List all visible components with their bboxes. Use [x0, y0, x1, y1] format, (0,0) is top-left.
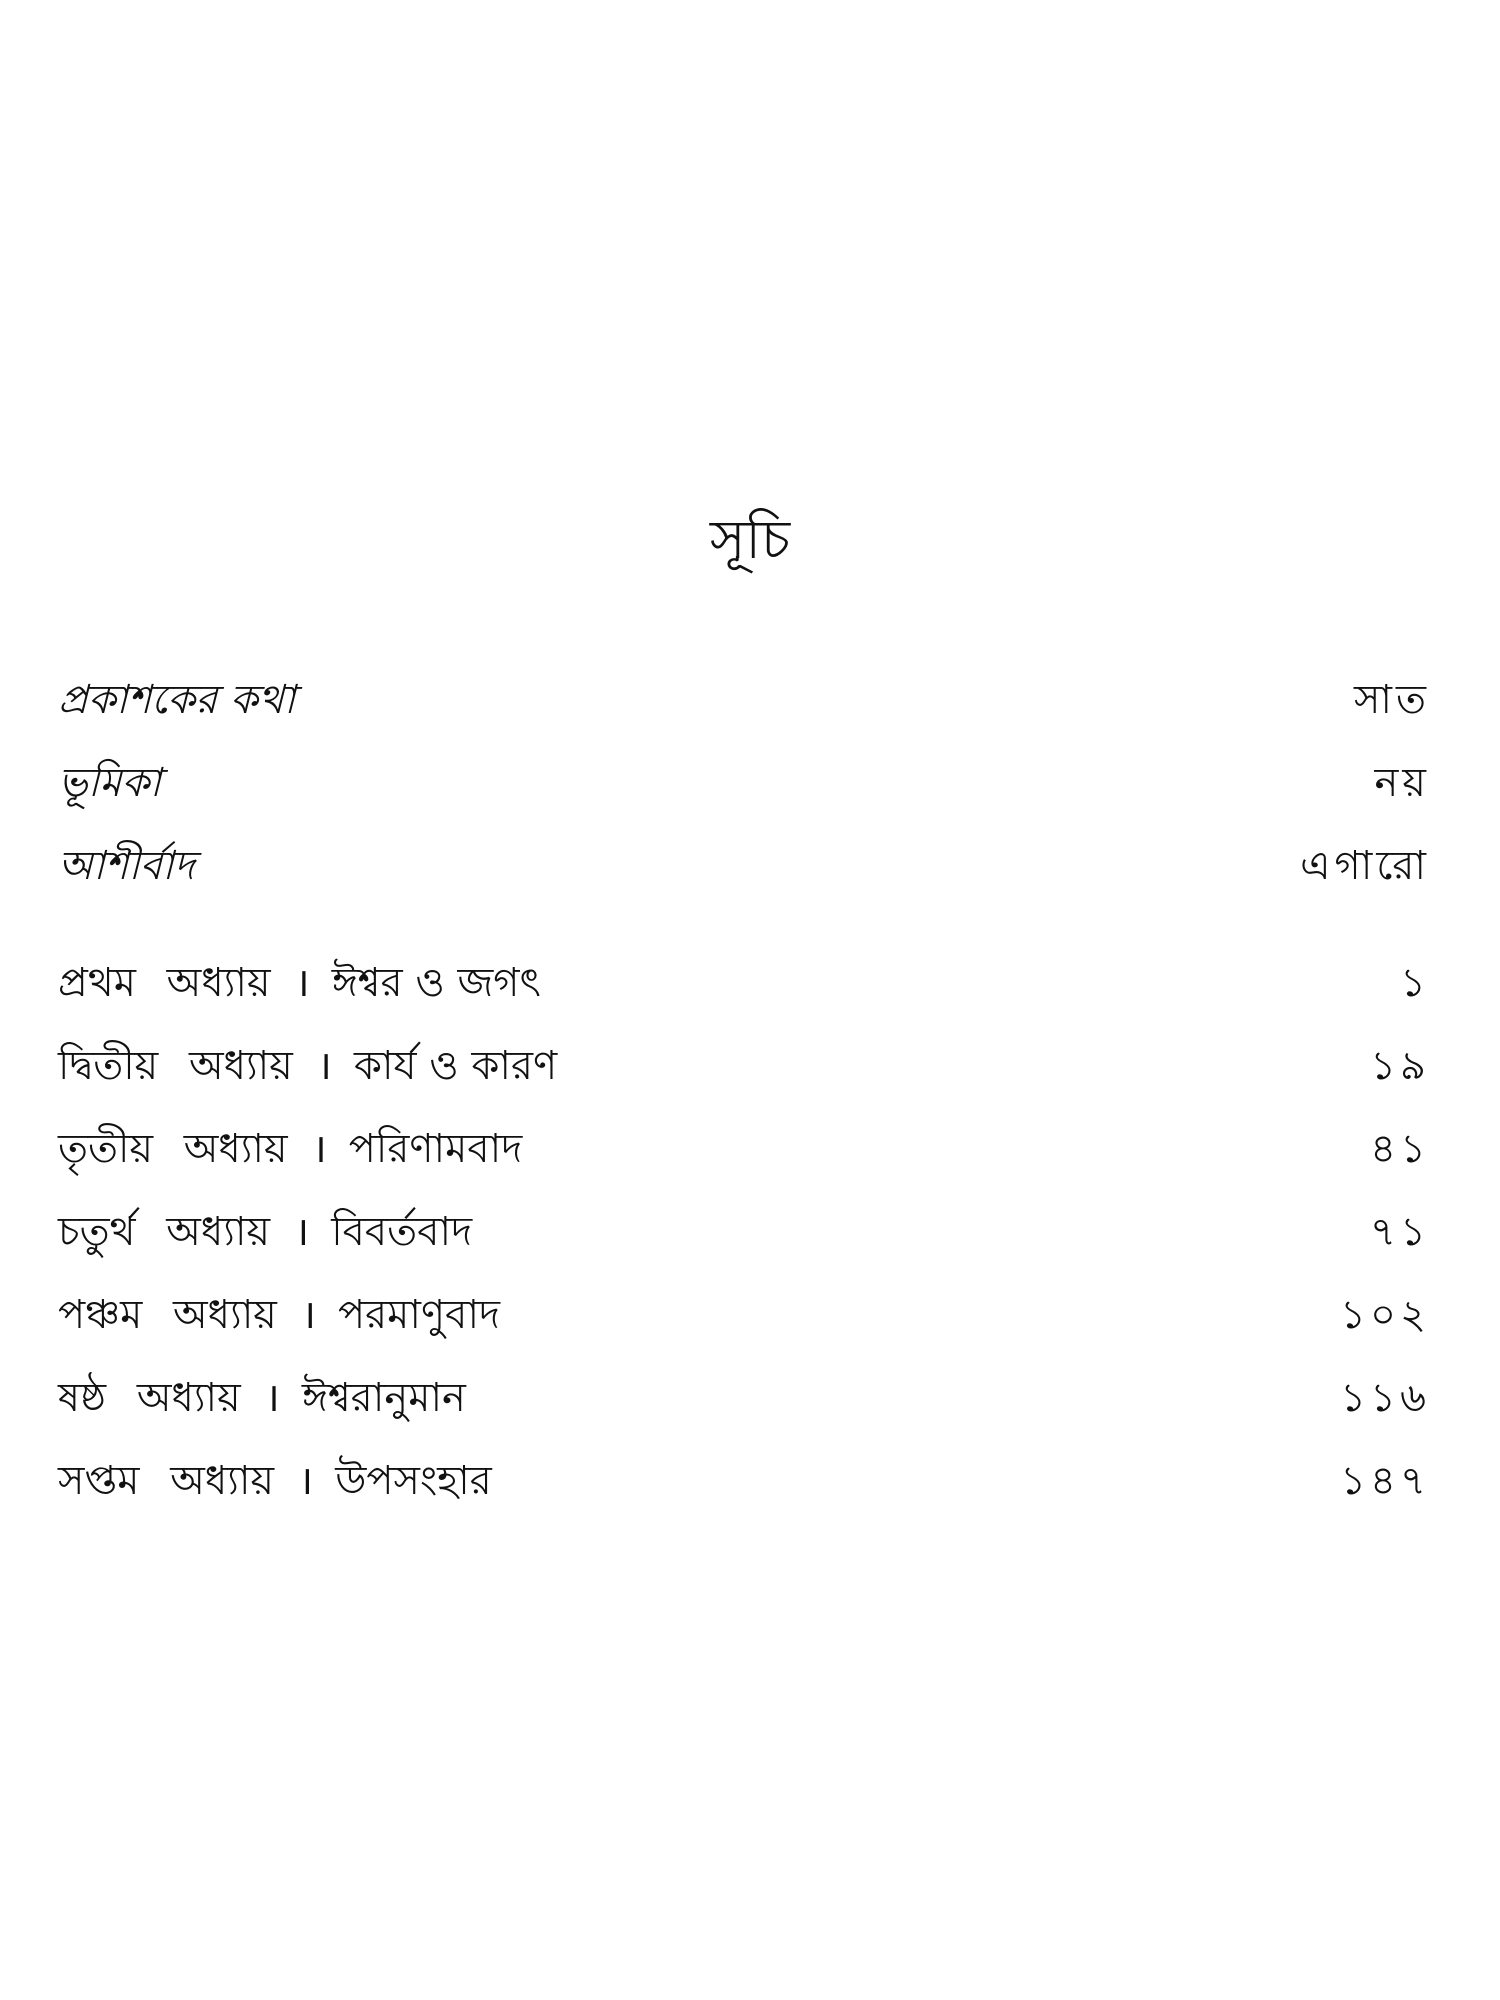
- chapter-name: ঈশ্বর ও জগৎ: [331, 960, 541, 1006]
- separator: ।: [264, 1375, 280, 1421]
- toc-entry-chapter-3[interactable]: [58, 1119, 1430, 1179]
- separator: ।: [298, 1458, 314, 1504]
- toc-page-number: ১১৬: [1340, 1375, 1430, 1421]
- toc-page-number: ১: [1400, 960, 1430, 1006]
- toc-entry-chapter-6[interactable]: [58, 1368, 1430, 1428]
- toc-entry-title: [58, 1368, 466, 1428]
- separator: ।: [294, 960, 310, 1006]
- toc-entry-title: ভূমিকা: [58, 760, 162, 806]
- separator: ।: [316, 1043, 332, 1089]
- toc-page-number: ১৯: [1370, 1043, 1430, 1089]
- chapter-label: দ্বিতীয় অধ্যায়: [58, 1043, 293, 1089]
- toc-entry-blessing[interactable]: [58, 836, 1430, 896]
- chapter-name: পরমাণুবাদ: [338, 1292, 501, 1338]
- toc-page-number: সাত: [1353, 677, 1430, 723]
- toc-page-number: ৪১: [1370, 1126, 1430, 1172]
- chapter-label: প্রথম অধ্যায়: [58, 960, 271, 1006]
- chapter-name: ঈশ্বরানুমান: [301, 1375, 466, 1421]
- chapter-label: তৃতীয় অধ্যায়: [58, 1126, 288, 1172]
- toc-entry-title: [58, 1036, 557, 1096]
- chapter-name: পরিণামবাদ: [348, 1126, 523, 1172]
- chapter-label: পঞ্চম অধ্যায়: [58, 1292, 277, 1338]
- toc-entry-title: [58, 1451, 492, 1511]
- chapter-name: উপসংহার: [335, 1458, 492, 1504]
- chapter-label: চতুর্থ অধ্যায়: [58, 1209, 271, 1255]
- toc-entry-title: [58, 1202, 472, 1262]
- toc-entry-title: [58, 953, 541, 1013]
- toc-entry-preface[interactable]: [58, 753, 1430, 813]
- toc-entry-title: আশীর্বাদ: [58, 843, 195, 889]
- toc-page-number: এগারো: [1300, 843, 1430, 889]
- toc-entry-title: [58, 1285, 500, 1345]
- toc-entry-title: প্রকাশকের কথা: [58, 677, 296, 723]
- toc-entry-chapter-2[interactable]: [58, 1036, 1430, 1096]
- toc-entry-chapter-4[interactable]: [58, 1202, 1430, 1262]
- separator: ।: [294, 1209, 310, 1255]
- toc-page-number: ১৪৭: [1340, 1458, 1430, 1504]
- toc-entry-chapter-5[interactable]: [58, 1285, 1430, 1345]
- chapter-label: ষষ্ঠ অধ্যায়: [58, 1375, 241, 1421]
- separator: ।: [300, 1292, 317, 1338]
- separator: ।: [311, 1126, 327, 1172]
- toc-page-number: ৭১: [1370, 1209, 1430, 1255]
- page-title: সূচি: [709, 508, 791, 571]
- toc-page-number: ১০২: [1340, 1292, 1430, 1338]
- chapter-name: কার্য ও কারণ: [353, 1043, 558, 1089]
- toc-page-number: নয়: [1374, 760, 1430, 806]
- chapter-label: সপ্তম অধ্যায়: [58, 1458, 275, 1504]
- chapter-name: বিবর্তবাদ: [331, 1209, 473, 1255]
- toc-entry-title: [58, 1119, 522, 1179]
- toc-entry-chapter-1[interactable]: [58, 953, 1430, 1013]
- toc-entry-publishers-note[interactable]: [58, 670, 1430, 730]
- toc-entry-chapter-7[interactable]: [58, 1451, 1430, 1511]
